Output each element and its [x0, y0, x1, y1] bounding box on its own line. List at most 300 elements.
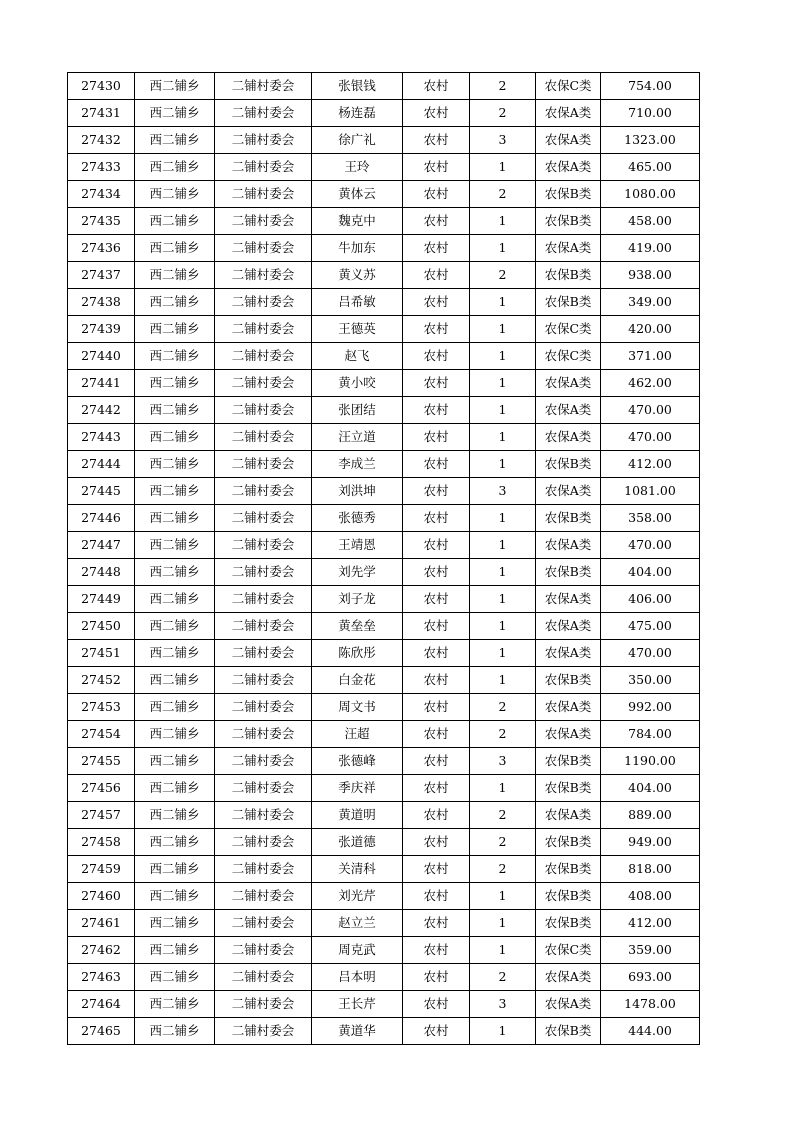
name-cell: 吕希敏 [312, 289, 403, 316]
township-cell: 西二铺乡 [135, 208, 215, 235]
village-committee-cell: 二铺村委会 [215, 289, 312, 316]
township-cell: 西二铺乡 [135, 667, 215, 694]
category-cell: 农保A类 [536, 721, 601, 748]
household-size-cell: 1 [470, 424, 536, 451]
household-size-cell: 1 [470, 1018, 536, 1045]
table-row [68, 829, 700, 856]
area-type-cell: 农村 [403, 505, 470, 532]
village-committee-cell: 二铺村委会 [215, 721, 312, 748]
name-cell: 张道德 [312, 829, 403, 856]
amount-cell: 462.00 [601, 370, 700, 397]
area-type-cell: 农村 [403, 451, 470, 478]
amount-cell: 408.00 [601, 883, 700, 910]
village-committee-cell: 二铺村委会 [215, 505, 312, 532]
township-cell: 西二铺乡 [135, 559, 215, 586]
table-row [68, 559, 700, 586]
amount-cell: 470.00 [601, 397, 700, 424]
name-cell: 杨连磊 [312, 100, 403, 127]
township-cell: 西二铺乡 [135, 262, 215, 289]
amount-cell: 470.00 [601, 640, 700, 667]
village-committee-cell: 二铺村委会 [215, 100, 312, 127]
table-row [68, 883, 700, 910]
village-committee-cell: 二铺村委会 [215, 127, 312, 154]
amount-cell: 710.00 [601, 100, 700, 127]
serial-number-cell: 27438 [68, 289, 135, 316]
household-size-cell: 1 [470, 316, 536, 343]
amount-cell: 470.00 [601, 424, 700, 451]
area-type-cell: 农村 [403, 613, 470, 640]
township-cell: 西二铺乡 [135, 316, 215, 343]
amount-cell: 420.00 [601, 316, 700, 343]
township-cell: 西二铺乡 [135, 370, 215, 397]
village-committee-cell: 二铺村委会 [215, 316, 312, 343]
area-type-cell: 农村 [403, 640, 470, 667]
name-cell: 王玲 [312, 154, 403, 181]
township-cell: 西二铺乡 [135, 802, 215, 829]
area-type-cell: 农村 [403, 1018, 470, 1045]
category-cell: 农保A类 [536, 424, 601, 451]
amount-cell: 1323.00 [601, 127, 700, 154]
area-type-cell: 农村 [403, 370, 470, 397]
village-committee-cell: 二铺村委会 [215, 478, 312, 505]
amount-cell: 419.00 [601, 235, 700, 262]
serial-number-cell: 27465 [68, 1018, 135, 1045]
household-size-cell: 3 [470, 127, 536, 154]
township-cell: 西二铺乡 [135, 829, 215, 856]
household-size-cell: 1 [470, 397, 536, 424]
village-committee-cell: 二铺村委会 [215, 370, 312, 397]
serial-number-cell: 27446 [68, 505, 135, 532]
village-committee-cell: 二铺村委会 [215, 397, 312, 424]
table-row [68, 208, 700, 235]
table-row [68, 343, 700, 370]
village-committee-cell: 二铺村委会 [215, 937, 312, 964]
area-type-cell: 农村 [403, 154, 470, 181]
table-row [68, 775, 700, 802]
name-cell: 黄体云 [312, 181, 403, 208]
serial-number-cell: 27437 [68, 262, 135, 289]
area-type-cell: 农村 [403, 721, 470, 748]
household-size-cell: 1 [470, 343, 536, 370]
category-cell: 农保B类 [536, 559, 601, 586]
category-cell: 农保B类 [536, 748, 601, 775]
serial-number-cell: 27454 [68, 721, 135, 748]
village-committee-cell: 二铺村委会 [215, 883, 312, 910]
area-type-cell: 农村 [403, 397, 470, 424]
category-cell: 农保B类 [536, 856, 601, 883]
name-cell: 刘子龙 [312, 586, 403, 613]
township-cell: 西二铺乡 [135, 73, 215, 100]
amount-cell: 404.00 [601, 775, 700, 802]
name-cell: 赵飞 [312, 343, 403, 370]
village-committee-cell: 二铺村委会 [215, 181, 312, 208]
area-type-cell: 农村 [403, 559, 470, 586]
table-row [68, 613, 700, 640]
village-committee-cell: 二铺村委会 [215, 586, 312, 613]
name-cell: 周克武 [312, 937, 403, 964]
name-cell: 牛加东 [312, 235, 403, 262]
village-committee-cell: 二铺村委会 [215, 424, 312, 451]
village-committee-cell: 二铺村委会 [215, 532, 312, 559]
area-type-cell: 农村 [403, 316, 470, 343]
household-size-cell: 3 [470, 478, 536, 505]
table-row [68, 802, 700, 829]
amount-cell: 458.00 [601, 208, 700, 235]
category-cell: 农保A类 [536, 478, 601, 505]
table-row [68, 1018, 700, 1045]
township-cell: 西二铺乡 [135, 910, 215, 937]
village-committee-cell: 二铺村委会 [215, 73, 312, 100]
serial-number-cell: 27456 [68, 775, 135, 802]
table-row [68, 370, 700, 397]
serial-number-cell: 27439 [68, 316, 135, 343]
name-cell: 张团结 [312, 397, 403, 424]
amount-cell: 1190.00 [601, 748, 700, 775]
amount-cell: 784.00 [601, 721, 700, 748]
serial-number-cell: 27442 [68, 397, 135, 424]
area-type-cell: 农村 [403, 694, 470, 721]
township-cell: 西二铺乡 [135, 100, 215, 127]
township-cell: 西二铺乡 [135, 478, 215, 505]
name-cell: 刘先学 [312, 559, 403, 586]
category-cell: 农保A类 [536, 964, 601, 991]
category-cell: 农保B类 [536, 505, 601, 532]
village-committee-cell: 二铺村委会 [215, 991, 312, 1018]
table-row [68, 478, 700, 505]
amount-cell: 412.00 [601, 451, 700, 478]
amount-cell: 349.00 [601, 289, 700, 316]
household-size-cell: 2 [470, 964, 536, 991]
area-type-cell: 农村 [403, 667, 470, 694]
area-type-cell: 农村 [403, 991, 470, 1018]
table-row [68, 262, 700, 289]
township-cell: 西二铺乡 [135, 748, 215, 775]
category-cell: 农保B类 [536, 181, 601, 208]
household-size-cell: 1 [470, 883, 536, 910]
area-type-cell: 农村 [403, 73, 470, 100]
township-cell: 西二铺乡 [135, 289, 215, 316]
table-row [68, 937, 700, 964]
township-cell: 西二铺乡 [135, 694, 215, 721]
category-cell: 农保A类 [536, 694, 601, 721]
area-type-cell: 农村 [403, 208, 470, 235]
village-committee-cell: 二铺村委会 [215, 802, 312, 829]
name-cell: 白金花 [312, 667, 403, 694]
name-cell: 张德峰 [312, 748, 403, 775]
village-committee-cell: 二铺村委会 [215, 262, 312, 289]
area-type-cell: 农村 [403, 829, 470, 856]
name-cell: 季庆祥 [312, 775, 403, 802]
category-cell: 农保A类 [536, 613, 601, 640]
table-row [68, 910, 700, 937]
serial-number-cell: 27460 [68, 883, 135, 910]
household-size-cell: 1 [470, 667, 536, 694]
category-cell: 农保C类 [536, 316, 601, 343]
name-cell: 黄道华 [312, 1018, 403, 1045]
amount-cell: 404.00 [601, 559, 700, 586]
name-cell: 周文书 [312, 694, 403, 721]
village-committee-cell: 二铺村委会 [215, 613, 312, 640]
table-row [68, 181, 700, 208]
serial-number-cell: 27434 [68, 181, 135, 208]
township-cell: 西二铺乡 [135, 235, 215, 262]
village-committee-cell: 二铺村委会 [215, 667, 312, 694]
village-committee-cell: 二铺村委会 [215, 1018, 312, 1045]
category-cell: 农保A类 [536, 532, 601, 559]
township-cell: 西二铺乡 [135, 127, 215, 154]
area-type-cell: 农村 [403, 532, 470, 559]
township-cell: 西二铺乡 [135, 991, 215, 1018]
name-cell: 王长芹 [312, 991, 403, 1018]
category-cell: 农保B类 [536, 775, 601, 802]
table-row [68, 73, 700, 100]
serial-number-cell: 27433 [68, 154, 135, 181]
category-cell: 农保B类 [536, 1018, 601, 1045]
serial-number-cell: 27441 [68, 370, 135, 397]
village-committee-cell: 二铺村委会 [215, 829, 312, 856]
table-row [68, 316, 700, 343]
serial-number-cell: 27451 [68, 640, 135, 667]
serial-number-cell: 27440 [68, 343, 135, 370]
household-size-cell: 3 [470, 748, 536, 775]
amount-cell: 889.00 [601, 802, 700, 829]
serial-number-cell: 27448 [68, 559, 135, 586]
village-committee-cell: 二铺村委会 [215, 694, 312, 721]
name-cell: 徐广礼 [312, 127, 403, 154]
household-size-cell: 1 [470, 613, 536, 640]
household-size-cell: 1 [470, 370, 536, 397]
category-cell: 农保B类 [536, 667, 601, 694]
township-cell: 西二铺乡 [135, 532, 215, 559]
serial-number-cell: 27431 [68, 100, 135, 127]
township-cell: 西二铺乡 [135, 721, 215, 748]
category-cell: 农保A类 [536, 991, 601, 1018]
serial-number-cell: 27452 [68, 667, 135, 694]
amount-cell: 693.00 [601, 964, 700, 991]
table-row [68, 964, 700, 991]
household-size-cell: 1 [470, 235, 536, 262]
household-size-cell: 1 [470, 289, 536, 316]
serial-number-cell: 27463 [68, 964, 135, 991]
household-size-cell: 1 [470, 937, 536, 964]
table-row [68, 856, 700, 883]
amount-cell: 1478.00 [601, 991, 700, 1018]
township-cell: 西二铺乡 [135, 640, 215, 667]
amount-cell: 359.00 [601, 937, 700, 964]
name-cell: 赵立兰 [312, 910, 403, 937]
name-cell: 王靖恩 [312, 532, 403, 559]
table-body [68, 73, 700, 1045]
category-cell: 农保C类 [536, 73, 601, 100]
village-committee-cell: 二铺村委会 [215, 451, 312, 478]
serial-number-cell: 27443 [68, 424, 135, 451]
township-cell: 西二铺乡 [135, 937, 215, 964]
name-cell: 黄小咬 [312, 370, 403, 397]
category-cell: 农保A类 [536, 640, 601, 667]
village-committee-cell: 二铺村委会 [215, 910, 312, 937]
table-row [68, 100, 700, 127]
village-committee-cell: 二铺村委会 [215, 640, 312, 667]
amount-cell: 949.00 [601, 829, 700, 856]
amount-cell: 470.00 [601, 532, 700, 559]
township-cell: 西二铺乡 [135, 856, 215, 883]
village-committee-cell: 二铺村委会 [215, 748, 312, 775]
household-size-cell: 1 [470, 559, 536, 586]
area-type-cell: 农村 [403, 181, 470, 208]
area-type-cell: 农村 [403, 100, 470, 127]
area-type-cell: 农村 [403, 883, 470, 910]
serial-number-cell: 27462 [68, 937, 135, 964]
category-cell: 农保C类 [536, 937, 601, 964]
serial-number-cell: 27445 [68, 478, 135, 505]
township-cell: 西二铺乡 [135, 505, 215, 532]
household-size-cell: 2 [470, 829, 536, 856]
area-type-cell: 农村 [403, 478, 470, 505]
village-committee-cell: 二铺村委会 [215, 208, 312, 235]
serial-number-cell: 27453 [68, 694, 135, 721]
name-cell: 黄义苏 [312, 262, 403, 289]
household-size-cell: 3 [470, 991, 536, 1018]
category-cell: 农保B类 [536, 289, 601, 316]
household-size-cell: 2 [470, 694, 536, 721]
category-cell: 农保C类 [536, 343, 601, 370]
household-size-cell: 1 [470, 532, 536, 559]
township-cell: 西二铺乡 [135, 181, 215, 208]
area-type-cell: 农村 [403, 856, 470, 883]
area-type-cell: 农村 [403, 937, 470, 964]
village-committee-cell: 二铺村委会 [215, 856, 312, 883]
township-cell: 西二铺乡 [135, 397, 215, 424]
amount-cell: 754.00 [601, 73, 700, 100]
name-cell: 张银钱 [312, 73, 403, 100]
area-type-cell: 农村 [403, 262, 470, 289]
household-size-cell: 2 [470, 721, 536, 748]
amount-cell: 358.00 [601, 505, 700, 532]
serial-number-cell: 27435 [68, 208, 135, 235]
serial-number-cell: 27459 [68, 856, 135, 883]
table-row [68, 424, 700, 451]
name-cell: 黄道明 [312, 802, 403, 829]
serial-number-cell: 27461 [68, 910, 135, 937]
table-row [68, 235, 700, 262]
category-cell: 农保B类 [536, 883, 601, 910]
township-cell: 西二铺乡 [135, 1018, 215, 1045]
table-row [68, 694, 700, 721]
name-cell: 刘洪坤 [312, 478, 403, 505]
table-row [68, 289, 700, 316]
name-cell: 吕本明 [312, 964, 403, 991]
area-type-cell: 农村 [403, 586, 470, 613]
table-row [68, 451, 700, 478]
area-type-cell: 农村 [403, 289, 470, 316]
township-cell: 西二铺乡 [135, 586, 215, 613]
category-cell: 农保A类 [536, 397, 601, 424]
serial-number-cell: 27455 [68, 748, 135, 775]
area-type-cell: 农村 [403, 748, 470, 775]
serial-number-cell: 27444 [68, 451, 135, 478]
amount-cell: 412.00 [601, 910, 700, 937]
area-type-cell: 农村 [403, 775, 470, 802]
name-cell: 李成兰 [312, 451, 403, 478]
amount-cell: 818.00 [601, 856, 700, 883]
category-cell: 农保A类 [536, 154, 601, 181]
table-row [68, 586, 700, 613]
table-row [68, 127, 700, 154]
village-committee-cell: 二铺村委会 [215, 775, 312, 802]
household-size-cell: 2 [470, 73, 536, 100]
table-row [68, 154, 700, 181]
township-cell: 西二铺乡 [135, 775, 215, 802]
amount-cell: 1081.00 [601, 478, 700, 505]
name-cell: 张德秀 [312, 505, 403, 532]
area-type-cell: 农村 [403, 424, 470, 451]
amount-cell: 1080.00 [601, 181, 700, 208]
data-table [67, 72, 700, 1045]
table-row [68, 748, 700, 775]
village-committee-cell: 二铺村委会 [215, 154, 312, 181]
name-cell: 魏克中 [312, 208, 403, 235]
household-size-cell: 1 [470, 208, 536, 235]
township-cell: 西二铺乡 [135, 964, 215, 991]
amount-cell: 475.00 [601, 613, 700, 640]
household-size-cell: 2 [470, 100, 536, 127]
township-cell: 西二铺乡 [135, 613, 215, 640]
household-size-cell: 2 [470, 856, 536, 883]
village-committee-cell: 二铺村委会 [215, 559, 312, 586]
category-cell: 农保A类 [536, 235, 601, 262]
area-type-cell: 农村 [403, 127, 470, 154]
household-size-cell: 1 [470, 451, 536, 478]
township-cell: 西二铺乡 [135, 343, 215, 370]
village-committee-cell: 二铺村委会 [215, 235, 312, 262]
serial-number-cell: 27432 [68, 127, 135, 154]
amount-cell: 371.00 [601, 343, 700, 370]
table-row [68, 667, 700, 694]
serial-number-cell: 27430 [68, 73, 135, 100]
serial-number-cell: 27458 [68, 829, 135, 856]
serial-number-cell: 27464 [68, 991, 135, 1018]
category-cell: 农保A类 [536, 100, 601, 127]
area-type-cell: 农村 [403, 910, 470, 937]
township-cell: 西二铺乡 [135, 451, 215, 478]
category-cell: 农保A类 [536, 127, 601, 154]
amount-cell: 406.00 [601, 586, 700, 613]
village-committee-cell: 二铺村委会 [215, 343, 312, 370]
serial-number-cell: 27457 [68, 802, 135, 829]
amount-cell: 938.00 [601, 262, 700, 289]
household-size-cell: 1 [470, 586, 536, 613]
serial-number-cell: 27449 [68, 586, 135, 613]
name-cell: 王德英 [312, 316, 403, 343]
name-cell: 关清科 [312, 856, 403, 883]
name-cell: 刘光芹 [312, 883, 403, 910]
household-size-cell: 2 [470, 802, 536, 829]
serial-number-cell: 27436 [68, 235, 135, 262]
area-type-cell: 农村 [403, 964, 470, 991]
household-size-cell: 1 [470, 154, 536, 181]
household-size-cell: 1 [470, 775, 536, 802]
area-type-cell: 农村 [403, 343, 470, 370]
table-row [68, 505, 700, 532]
category-cell: 农保B类 [536, 451, 601, 478]
table-row [68, 397, 700, 424]
category-cell: 农保B类 [536, 910, 601, 937]
category-cell: 农保B类 [536, 208, 601, 235]
category-cell: 农保A类 [536, 370, 601, 397]
category-cell: 农保A类 [536, 802, 601, 829]
household-size-cell: 2 [470, 262, 536, 289]
village-committee-cell: 二铺村委会 [215, 964, 312, 991]
